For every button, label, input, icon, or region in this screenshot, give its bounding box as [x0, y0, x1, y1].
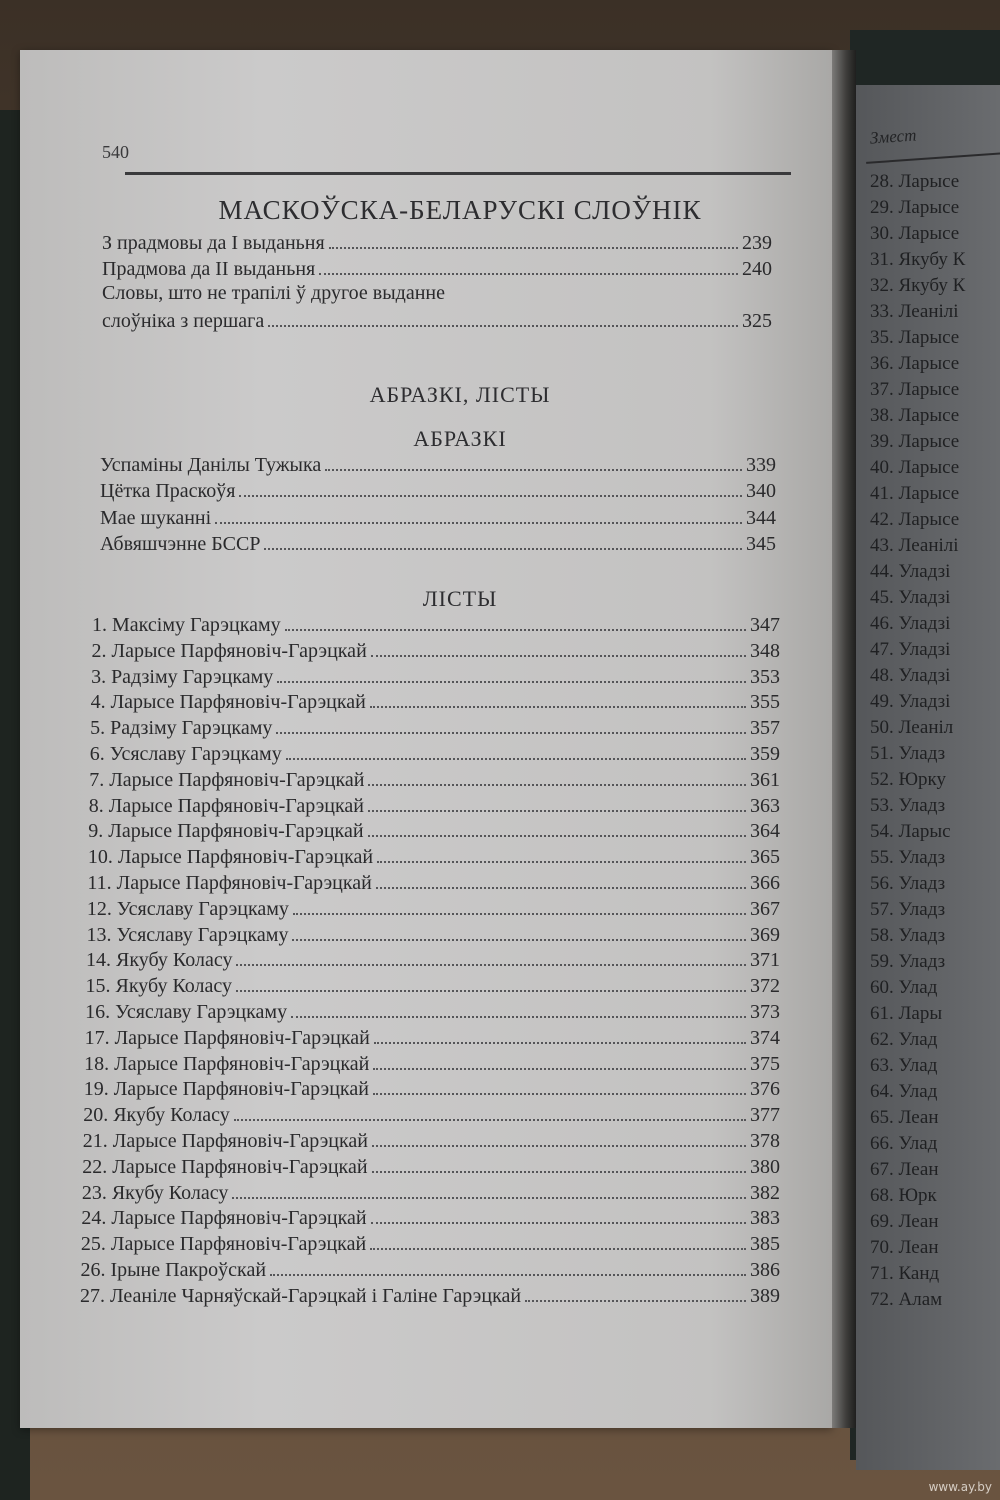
- toc-entry-page: 382: [749, 1181, 780, 1204]
- dot-leader: [329, 247, 738, 249]
- toc-entry-title: 12. Усяславу Гарэцкаму: [86, 897, 289, 920]
- dot-leader: [368, 810, 746, 812]
- right-toc-entry: 49. Уладзі: [870, 691, 951, 712]
- toc-entry-title: 20. Якубу Коласу: [83, 1104, 230, 1127]
- right-toc-entry: 69. Леан: [870, 1211, 939, 1232]
- letter-entry: [88, 818, 780, 844]
- book-gutter: [832, 50, 856, 1428]
- toc-entry-title: 2. Ларысе Парфяновіч-Гарэцкай: [91, 639, 367, 662]
- right-toc-entry: 29. Ларысе: [870, 197, 960, 218]
- right-toc-entry: 35. Ларысе: [870, 327, 960, 348]
- dot-leader: [264, 548, 742, 550]
- toc-entry-title: 11. Ларысе Парфяновіч-Гарэцкай: [87, 872, 372, 894]
- toc-entry-page: 357: [749, 717, 780, 740]
- dot-leader: [372, 1171, 746, 1173]
- right-toc-entry: 59. Уладз: [870, 951, 946, 972]
- dot-leader: [368, 835, 746, 837]
- toc-entry-title: слоўніка з першага: [102, 310, 265, 332]
- right-toc-entry: 65. Леан: [870, 1107, 939, 1128]
- toc-entry-page: 376: [749, 1078, 780, 1101]
- dot-leader: [286, 758, 746, 760]
- toc-entry-title: 8. Ларысе Парфяновіч-Гарэцкай: [88, 794, 364, 817]
- right-toc-entry: 45. Уладзі: [870, 587, 951, 608]
- toc-entry-title: 17. Ларысе Парфяновіч-Гарэцкай: [84, 1026, 370, 1049]
- letter-entry: [91, 689, 780, 715]
- letter-entry: [80, 1257, 780, 1283]
- dot-leader: [377, 861, 746, 863]
- toc-entry-title: 10. Ларысе Парфяновіч-Гарэцкай: [87, 846, 374, 869]
- dot-leader: [525, 1300, 746, 1302]
- letter-entry: [90, 741, 780, 767]
- letter-entry: [91, 664, 780, 690]
- right-toc-entry: 42. Ларысе: [870, 509, 960, 530]
- dot-leader: [371, 655, 746, 657]
- right-toc-entry: 47. Уладзі: [870, 639, 951, 660]
- right-toc-entry: 62. Улад: [870, 1029, 938, 1050]
- right-toc-entry: 71. Канд: [870, 1263, 940, 1284]
- toc-entry-page: 366: [749, 872, 780, 894]
- right-toc-entry: 72. Алам: [870, 1289, 943, 1310]
- toc-entry-page: 377: [749, 1104, 780, 1127]
- sketch-entry: [100, 478, 776, 504]
- right-toc-entry: 48. Уладзі: [870, 665, 951, 686]
- toc-entry-page: 239: [742, 232, 772, 254]
- right-toc-entry: 28. Ларысе: [870, 171, 960, 192]
- toc-entry-title: Цётка Праскоўя: [100, 480, 236, 503]
- left-page: [20, 50, 832, 1428]
- toc-entry-title: 1. Максіму Гарэцкаму: [92, 614, 281, 636]
- toc-entry-page: 372: [749, 975, 780, 998]
- sketch-entry: [100, 452, 776, 478]
- dot-leader: [373, 1068, 746, 1070]
- right-toc-entry: 64. Улад: [870, 1081, 938, 1102]
- toc-entry-title: 14. Якубу Коласу: [86, 949, 233, 972]
- toc-entry-title: 19. Ларысе Парфяновіч-Гарэцкай: [83, 1078, 369, 1101]
- toc-entry-title: 23. Якубу Коласу: [81, 1181, 229, 1204]
- subsection-title-letters: ЛІСТЫ: [422, 586, 498, 611]
- section-title-sketches-letters: АБРАЗКІ, ЛІСТЫ: [369, 382, 551, 407]
- right-toc-entry: 33. Леанілі: [870, 301, 959, 322]
- right-toc-entry: 68. Юрк: [870, 1185, 937, 1206]
- dot-leader: [236, 990, 746, 992]
- dot-leader: [285, 629, 746, 631]
- toc-entry-title: 15. Якубу Коласу: [85, 975, 233, 998]
- toc-entry-page: 345: [746, 532, 776, 555]
- dot-leader: [370, 706, 746, 708]
- toc-entry-title: 4. Ларысе Парфяновіч-Гарэцкай: [90, 691, 366, 714]
- dot-leader: [373, 1093, 746, 1095]
- toc-entry-page: 359: [749, 743, 780, 765]
- right-toc-entry: 56. Уладз: [870, 873, 946, 894]
- right-toc-entry: 53. Уладз: [870, 795, 946, 816]
- letter-entry: [84, 1051, 780, 1077]
- letter-entry: [90, 715, 780, 741]
- letter-entry: [81, 1205, 780, 1231]
- dot-leader: [291, 1016, 746, 1018]
- section-title-dictionary: МАСКОЎСКА-БЕЛАРУСКІ СЛОЎНІК: [218, 195, 702, 225]
- letter-entry: [92, 612, 780, 638]
- toc-entry-title: 7. Ларысе Парфяновіч-Гарэцкай: [89, 768, 365, 791]
- toc-entry-title: 24. Ларысе Парфяновіч-Гарэцкай: [81, 1207, 367, 1230]
- dot-leader: [293, 913, 746, 915]
- dot-leader: [319, 273, 738, 275]
- toc-entry-page: 364: [749, 820, 780, 843]
- right-toc-entry: 37. Ларысе: [870, 379, 960, 400]
- toc-entry-page: 369: [749, 923, 780, 946]
- toc-entry-page: 353: [749, 665, 780, 688]
- sketch-entry: [100, 505, 776, 531]
- toc-entry-page: 348: [749, 639, 780, 662]
- toc-entry-page: 240: [742, 258, 772, 280]
- dot-leader: [371, 1222, 746, 1224]
- watermark: www.ay.by: [928, 1480, 992, 1494]
- letter-entry: [89, 767, 780, 793]
- letter-entry: [84, 1076, 780, 1102]
- toc-entry-title: Успаміны Данілы Тужыка: [100, 454, 322, 476]
- toc-entry-title: 27. Леаніле Чарняўскай-Гарэцкай і Галіне Гарэцкай: [80, 1284, 522, 1307]
- dot-leader: [270, 1274, 746, 1276]
- right-toc-entry: 51. Уладз: [870, 743, 946, 764]
- right-toc-entry: 38. Ларысе: [870, 405, 960, 426]
- letter-entry: [88, 844, 780, 870]
- toc-entry-title: З прадмовы да I выданьня: [102, 232, 325, 254]
- toc-entry-page: 378: [749, 1130, 780, 1152]
- letter-entry: [87, 870, 780, 896]
- toc-entry-page: 355: [749, 691, 780, 714]
- toc-entry-page: 365: [749, 846, 780, 869]
- right-toc-entry: 36. Ларысе: [870, 353, 960, 374]
- right-toc-entry: 58. Уладз: [870, 925, 946, 946]
- dot-leader: [268, 325, 738, 327]
- right-toc-entry: 61. Лары: [870, 1003, 943, 1024]
- right-page: [856, 85, 1000, 1470]
- letter-entry: [86, 973, 780, 999]
- dot-leader: [374, 1042, 746, 1044]
- right-toc-entry: 63. Улад: [870, 1055, 938, 1076]
- toc-entry-page: 375: [749, 1052, 780, 1075]
- page-number: 540: [102, 142, 129, 162]
- dot-leader: [376, 887, 746, 889]
- toc-entry-title: Прадмова да II выданьня: [102, 258, 316, 280]
- dot-leader: [236, 964, 746, 966]
- dictionary-entry: [102, 308, 772, 334]
- right-header-rule: [866, 152, 1000, 164]
- toc-entry-title: 16. Усяславу Гарэцкаму: [85, 1001, 288, 1023]
- toc-entry-page: 380: [749, 1155, 780, 1178]
- dot-leader: [368, 784, 746, 786]
- right-toc-entry: 31. Якубу К: [870, 249, 966, 270]
- right-toc-entry: 44. Уладзі: [870, 561, 951, 582]
- toc-entry-title: 5. Радзіму Гарэцкаму: [90, 717, 273, 740]
- dot-leader: [277, 681, 746, 683]
- dot-leader: [276, 732, 746, 734]
- dot-leader: [372, 1145, 746, 1147]
- letter-entry: [87, 896, 780, 922]
- toc-entry-page: 367: [749, 897, 780, 920]
- subsection-title-sketches: АБРАЗКІ: [413, 426, 507, 451]
- right-toc-entry: 60. Улад: [870, 977, 938, 998]
- letter-entry: [81, 1231, 780, 1257]
- letter-entry: [85, 1025, 780, 1051]
- right-toc-entry: 66. Улад: [870, 1133, 938, 1154]
- toc-entry-page: 340: [746, 480, 776, 503]
- toc-entry-title: 6. Усяславу Гарэцкаму: [89, 743, 282, 765]
- toc-entry-page: 325: [742, 310, 772, 332]
- right-toc-entry: 43. Леанілі: [870, 535, 959, 556]
- right-toc-entry: 41. Ларысе: [870, 483, 960, 504]
- right-toc-entry: 70. Леан: [870, 1237, 939, 1258]
- right-toc-entry: 57. Уладз: [870, 899, 946, 920]
- letter-entry: [85, 999, 780, 1025]
- toc-entry-page: 339: [746, 454, 776, 476]
- letter-entry: [86, 947, 780, 973]
- dot-leader: [292, 939, 746, 941]
- toc-entry-title: 25. Ларысе Парфяновіч-Гарэцкай: [80, 1233, 367, 1256]
- toc-entry-page: 347: [750, 614, 780, 636]
- dictionary-entry: [102, 230, 772, 256]
- sketch-entry: [100, 531, 776, 557]
- toc-entry-page: 373: [749, 1001, 780, 1023]
- right-toc-entry: 50. Леаніл: [870, 717, 954, 738]
- right-toc-entry: 40. Ларысе: [870, 457, 960, 478]
- right-toc-entry: 32. Якубу К: [870, 275, 966, 296]
- toc-entry-title: 3. Радзіму Гарэцкаму: [91, 665, 274, 688]
- toc-entry-page: 374: [749, 1026, 780, 1049]
- dictionary-entry: Словы, што не трапілі ў другое выданне: [102, 282, 446, 304]
- dictionary-entry: [102, 256, 772, 282]
- dot-leader: [370, 1248, 746, 1250]
- toc-entry-page: 361: [749, 768, 780, 791]
- toc-entry-page: 371: [750, 949, 780, 972]
- toc-entry-page: 389: [750, 1284, 780, 1307]
- letter-entry: [82, 1180, 780, 1206]
- right-toc-entry: 67. Леан: [870, 1159, 939, 1180]
- right-toc-entry: 54. Ларыс: [870, 821, 951, 842]
- letter-entry: [80, 1283, 780, 1309]
- dot-leader: [215, 522, 742, 524]
- right-toc-entry: 55. Уладз: [870, 847, 946, 868]
- toc-entry-page: 344: [746, 506, 776, 529]
- toc-entry-title: Мае шуканні: [100, 506, 212, 529]
- right-toc-entry: 52. Юрку: [870, 769, 946, 790]
- letter-entry: [83, 1102, 780, 1128]
- dot-leader: [234, 1119, 746, 1121]
- toc-entry-title: 13. Усяславу Гарэцкаму: [86, 923, 289, 946]
- right-toc-entry: 30. Ларысе: [870, 223, 960, 244]
- toc-entry-title: Абвяшчэнне БССР: [100, 532, 261, 555]
- right-toc-entry: 39. Ларысе: [870, 431, 960, 452]
- toc-entry-title: 9. Ларысе Парфяновіч-Гарэцкай: [88, 820, 364, 843]
- right-toc-entry: 46. Уладзі: [870, 613, 951, 634]
- dot-leader: [239, 495, 742, 497]
- dot-leader: [232, 1197, 746, 1199]
- letter-entry: [83, 1128, 780, 1154]
- letter-entry: [89, 793, 780, 819]
- letter-entry: [92, 638, 780, 664]
- toc-entry-page: 383: [749, 1207, 780, 1230]
- header-rule: [125, 172, 791, 175]
- letter-entry: [86, 922, 780, 948]
- toc-entry-page: 363: [749, 794, 780, 817]
- right-running-head: Змест: [869, 125, 917, 148]
- toc-entry-page: 385: [749, 1233, 780, 1256]
- toc-entry-title: 21. Ларысе Парфяновіч-Гарэцкай: [82, 1130, 368, 1152]
- toc-entry-title: 26. Ірыне Пакроўскай: [80, 1259, 267, 1281]
- toc-entry-title: 18. Ларысе Парфяновіч-Гарэцкай: [84, 1052, 370, 1075]
- letter-entry: [82, 1154, 780, 1180]
- toc-entry-title: 22. Ларысе Парфяновіч-Гарэцкай: [82, 1155, 368, 1178]
- dot-leader: [325, 469, 742, 471]
- toc-entry-page: 386: [749, 1259, 780, 1281]
